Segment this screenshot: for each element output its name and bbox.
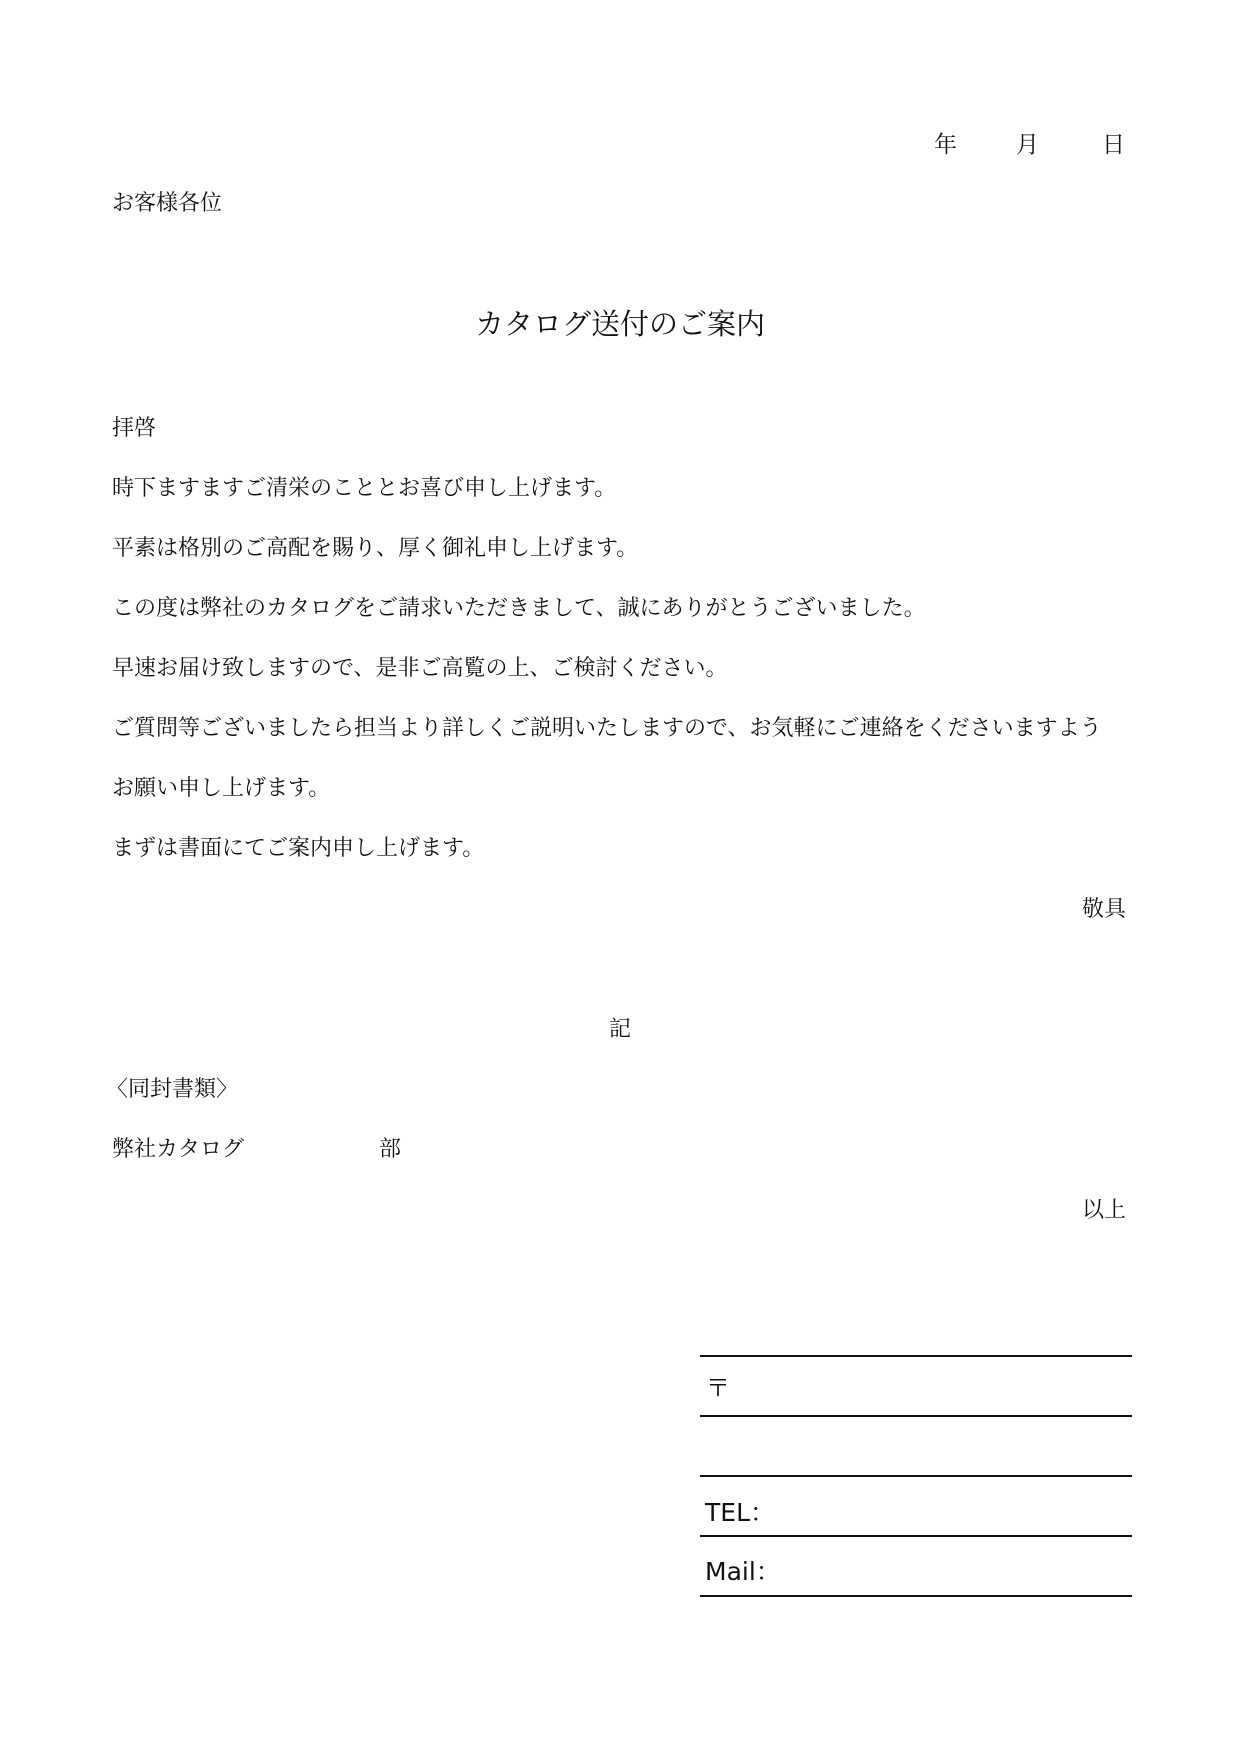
- body-line: お願い申し上げます。: [112, 776, 331, 801]
- sender-rule-5: [700, 1595, 1132, 1597]
- date-day-label: 日: [1102, 132, 1125, 158]
- sender-rule-4: [700, 1535, 1132, 1537]
- closing-keigu: 敬具: [1081, 897, 1126, 922]
- ki-heading: 記: [608, 1017, 631, 1042]
- document-title: カタログ送付のご案内: [474, 307, 765, 341]
- date-year-label: 年: [934, 132, 957, 158]
- sender-rule-3: [700, 1475, 1132, 1477]
- body-line: ご質問等ございましたら担当より詳しくご説明いたしますので、お気軽にご連絡をくださいますよう: [112, 716, 1102, 741]
- body-line: 早速お届け致しますので、是非ご高覧の上、ご検討ください。: [112, 656, 728, 681]
- body-line: 時下ますますご清栄のこととお喜び申し上げます。: [112, 476, 617, 501]
- postal-mark: 〒: [706, 1374, 730, 1402]
- body-line: 平素は格別のご高配を賜り、厚く御礼申し上げます。: [112, 536, 639, 561]
- salutation: 拝啓: [112, 416, 157, 441]
- body-line: まずは書面にてご案内申し上げます。: [112, 836, 485, 861]
- sender-rule-1: [700, 1355, 1132, 1357]
- sender-rule-2: [700, 1415, 1132, 1417]
- date-month-label: 月: [1016, 132, 1039, 158]
- enclosure-heading: 〈同封書類〉: [106, 1077, 239, 1102]
- addressee: お客様各位: [112, 191, 223, 216]
- tel-label: TEL：: [705, 1498, 775, 1527]
- mail-label: Mail：: [705, 1557, 781, 1586]
- enclosure-item: 弊社カタログ: [112, 1137, 245, 1162]
- body-line: この度は弊社のカタログをご請求いただきまして、誠にありがとうございました。: [112, 596, 926, 621]
- enclosure-unit: 部: [379, 1137, 402, 1162]
- ijo-closing: 以上: [1081, 1198, 1126, 1223]
